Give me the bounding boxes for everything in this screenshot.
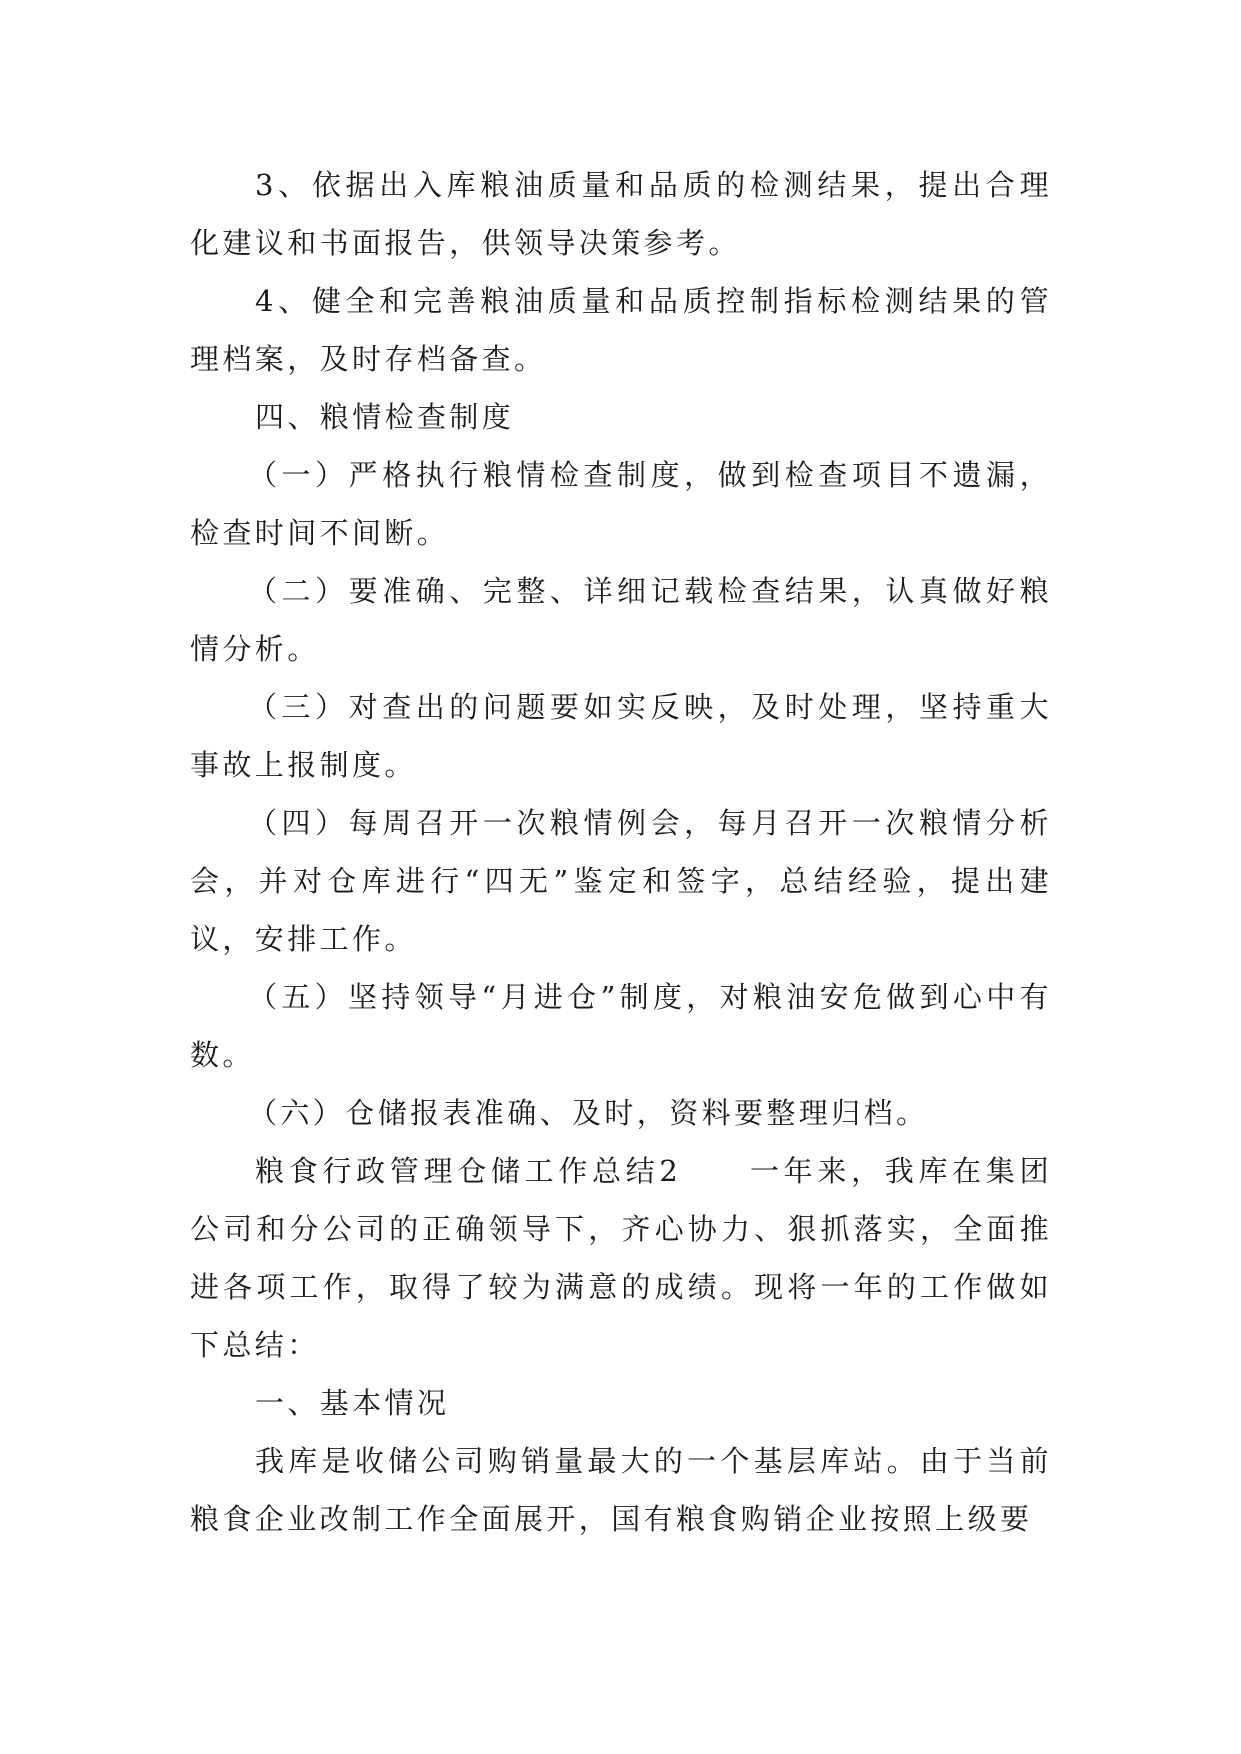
section-heading-4: 四、粮情检查制度 — [255, 400, 515, 434]
basic-situation-paragraph: 我库是收储公司购销量最大的一个基层库站。由于当前粮食企业改制工作全面展开，国有粮食购销企业按照上级要 — [190, 1444, 1052, 1536]
section-heading-1: 一、基本情况 — [255, 1386, 450, 1420]
paragraph-sub-5: （五）坚持领导“月进仓”制度，对粮油安危做到心中有数。 — [190, 980, 1052, 1072]
paragraph-sub-3: （三）对查出的问题要如实反映，及时处理，坚持重大事故上报制度。 — [190, 690, 1052, 782]
document-body — [190, 156, 1052, 1548]
paragraph-sub-2: （二）要准确、完整、详细记载检查结果，认真做好粮情分析。 — [190, 574, 1052, 666]
summary-intro-paragraph: 粮食行政管理仓储工作总结2 一年来，我库在集团公司和分公司的正确领导下，齐心协力、狠抓落实，全面推进各项工作，取得了较为满意的成绩。现将一年的工作做如下总结： — [190, 1154, 1052, 1362]
paragraph-sub-6: （六）仓储报表准确、及时，资料要整理归档。 — [248, 1096, 929, 1130]
paragraph-sub-4: （四）每周召开一次粮情例会，每月召开一次粮情分析会，并对仓库进行“四无”鉴定和签字，总结经验，提出建议，安排工作。 — [190, 806, 1052, 956]
paragraph-item-3: 3、依据出入库粮油质量和品质的检测结果，提出合理化建议和书面报告，供领导决策参考。 — [190, 168, 1052, 260]
paragraph-item-4: 4、健全和完善粮油质量和品质控制指标检测结果的管理档案，及时存档备查。 — [190, 284, 1052, 376]
paragraph-sub-1: （一）严格执行粮情检查制度，做到检查项目不遗漏，检查时间不间断。 — [190, 458, 1052, 550]
